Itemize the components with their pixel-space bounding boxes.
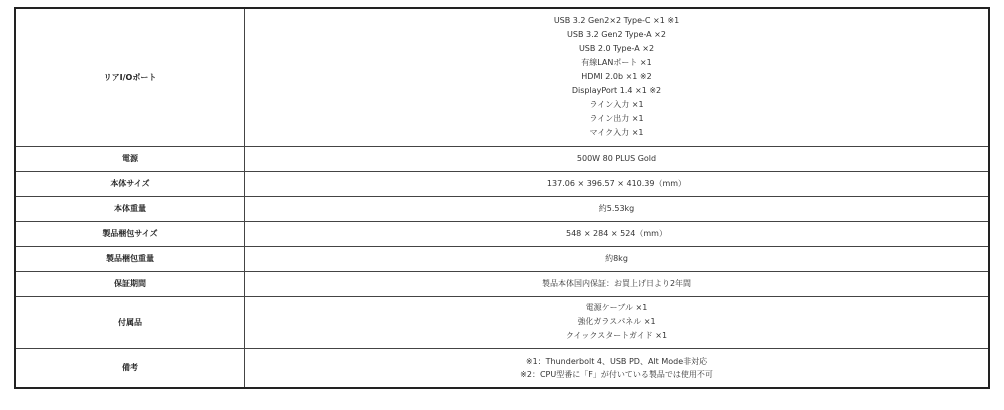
row-label-ports: リアI/Oポート	[15, 8, 245, 146]
accessory-item: クイックスタートガイド ×1	[565, 331, 668, 340]
table-row	[15, 196, 989, 221]
port-item: ライン出力 ×1	[589, 114, 644, 124]
table-row	[15, 246, 989, 271]
row-value-body-size: 137.06 × 396.57 × 410.39（mm）	[245, 171, 990, 196]
row-value-ports	[245, 8, 990, 146]
port-item: DisplayPort 1.4 ×1 ※2	[571, 86, 662, 96]
row-value-accessories	[245, 296, 990, 348]
row-value-package-size: 548 × 284 × 524（mm）	[245, 221, 990, 246]
accessory-item: 電源ケーブル ×1	[585, 303, 648, 312]
port-item: USB 3.2 Gen2×2 Type-C ×1 ※1	[553, 16, 680, 26]
table-row	[15, 271, 989, 296]
row-value-package-weight: 約8kg	[245, 246, 990, 271]
row-label-body-size: 本体サイズ	[15, 171, 245, 196]
row-label-notes: 備考	[15, 348, 245, 388]
table-row	[15, 296, 989, 348]
table-row	[15, 348, 989, 388]
row-label-package-weight: 製品梱包重量	[15, 246, 245, 271]
row-value-power: 500W 80 PLUS Gold	[245, 146, 990, 171]
port-item: 有線LANポート ×1	[581, 58, 652, 68]
port-item: USB 2.0 Type-A ×2	[578, 44, 655, 54]
spec-table	[14, 7, 990, 389]
row-value-warranty: 製品本体国内保証：お買上げ日より2年間	[245, 271, 990, 296]
row-label-body-weight: 本体重量	[15, 196, 245, 221]
table-row	[15, 8, 989, 146]
table-row	[15, 221, 989, 246]
table-row	[15, 171, 989, 196]
table-row	[15, 146, 989, 171]
row-value-body-weight: 約5.53kg	[245, 196, 990, 221]
row-value-notes	[245, 348, 990, 388]
port-item: ライン入力 ×1	[589, 100, 644, 110]
note-item: ※2：CPU型番に「F」が付いている製品では使用不可	[520, 369, 713, 379]
row-label-power: 電源	[15, 146, 245, 171]
accessory-item: 強化ガラスパネル ×1	[577, 317, 656, 326]
row-label-warranty: 保証期間	[15, 271, 245, 296]
port-item: マイク入力 ×1	[589, 128, 644, 138]
port-item: HDMI 2.0b ×1 ※2	[581, 72, 652, 82]
row-label-accessories: 付属品	[15, 296, 245, 348]
row-label-package-size: 製品梱包サイズ	[15, 221, 245, 246]
note-item: ※1：Thunderbolt 4、USB PD、Alt Mode非対応	[525, 356, 708, 366]
port-item: USB 3.2 Gen2 Type-A ×2	[567, 30, 666, 40]
